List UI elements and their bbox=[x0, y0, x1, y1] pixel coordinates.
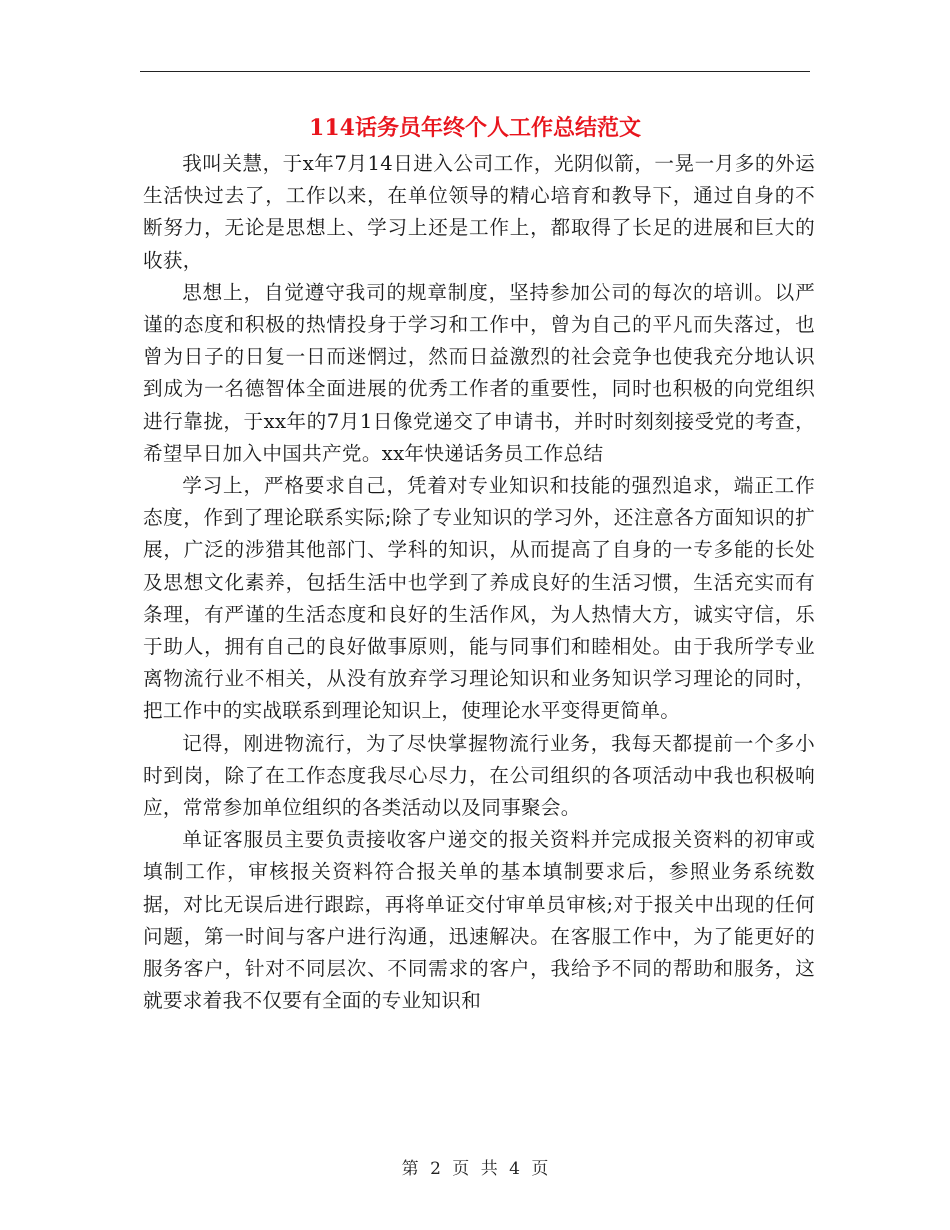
footer-total-pages: 4 bbox=[509, 1159, 520, 1179]
document-title: 114话务员年终个人工作总结范文 bbox=[309, 115, 641, 141]
footer-total-prefix: 共 bbox=[480, 1159, 498, 1179]
footer-total-suffix: 页 bbox=[531, 1159, 549, 1179]
footer-current-page: 2 bbox=[430, 1159, 441, 1179]
document-body bbox=[143, 148, 815, 1017]
footer-page-word: 页 bbox=[452, 1159, 470, 1179]
page-footer bbox=[0, 1154, 950, 1179]
header-rule bbox=[140, 71, 810, 72]
paragraph-customer-service: 单证客服员主要负责接收客户递交的报关资料并完成报关资料的初审或填制工作，审核报关资料符合报关单的基本填制要求后，参照业务系统数据，对比无误后进行跟踪，再将单证交付审单员审核;对于报关中出现的任何问题，第一时间与客户进行沟通，迅速解决。在客服工作中，为了能更好的服务客户，针对不同层次、不同需求的客户，我给予不同的帮助和服务，这就要求着我不仅要有全面的专业知识和 bbox=[143, 828, 815, 1013]
footer-prefix: 第 bbox=[401, 1159, 419, 1179]
paragraph-intro: 我叫关慧，于x年7月14日进入公司工作，光阴似箭，一晃一月多的外运生活快过去了，工作以来，在单位领导的精心培育和教导下，通过自身的不断努力，无论是思想上、学习上还是工作上，都取得了长足的进展和巨大的收获， bbox=[143, 152, 815, 272]
paragraph-ideology: 思想上，自觉遵守我司的规章制度，坚持参加公司的每次的培训。以严谨的态度和积极的热情投身于学习和工作中，曾为自己的平凡而失落过，也曾为日子的日复一日而迷惘过，然而日益激烈的社会竞争也使我充分地认识到成为一名德智体全面进展的优秀工作者的重要性，同时也积极的向党组织进行靠拢，于xx年的7月1日像党递交了申请书，并时时刻刻接受党的考查，希望早日加入中国共产党。xx年快递话务员工作总结 bbox=[143, 280, 815, 465]
paragraph-memory: 记得，刚进物流行，为了尽快掌握物流行业务，我每天都提前一个多小时到岗，除了在工作态度我尽心尽力，在公司组织的各项活动中我也积极响应，常常参加单位组织的各类活动以及同事聚会。 bbox=[143, 731, 815, 820]
paragraph-study: 学习上，严格要求自己，凭着对专业知识和技能的强烈追求，端正工作态度，作到了理论联系实际;除了专业知识的学习外，还注意各方面知识的扩展，广泛的涉猎其他部门、学科的知识，从而提高了自身的一专多能的长处及思想文化素养，包括生活中也学到了养成良好的生活习惯，生活充实而有条理，有严谨的生活态度和良好的生活作风，为人热情大方，诚实守信，乐于助人，拥有自己的良好做事原则，能与同事们和睦相处。由于我所学专业离物流行业不相关，从没有放弃学习理论知识和业务知识学习理论的同时，把工作中的实战联系到理论知识上，使理论水平变得更简单。 bbox=[143, 474, 815, 723]
